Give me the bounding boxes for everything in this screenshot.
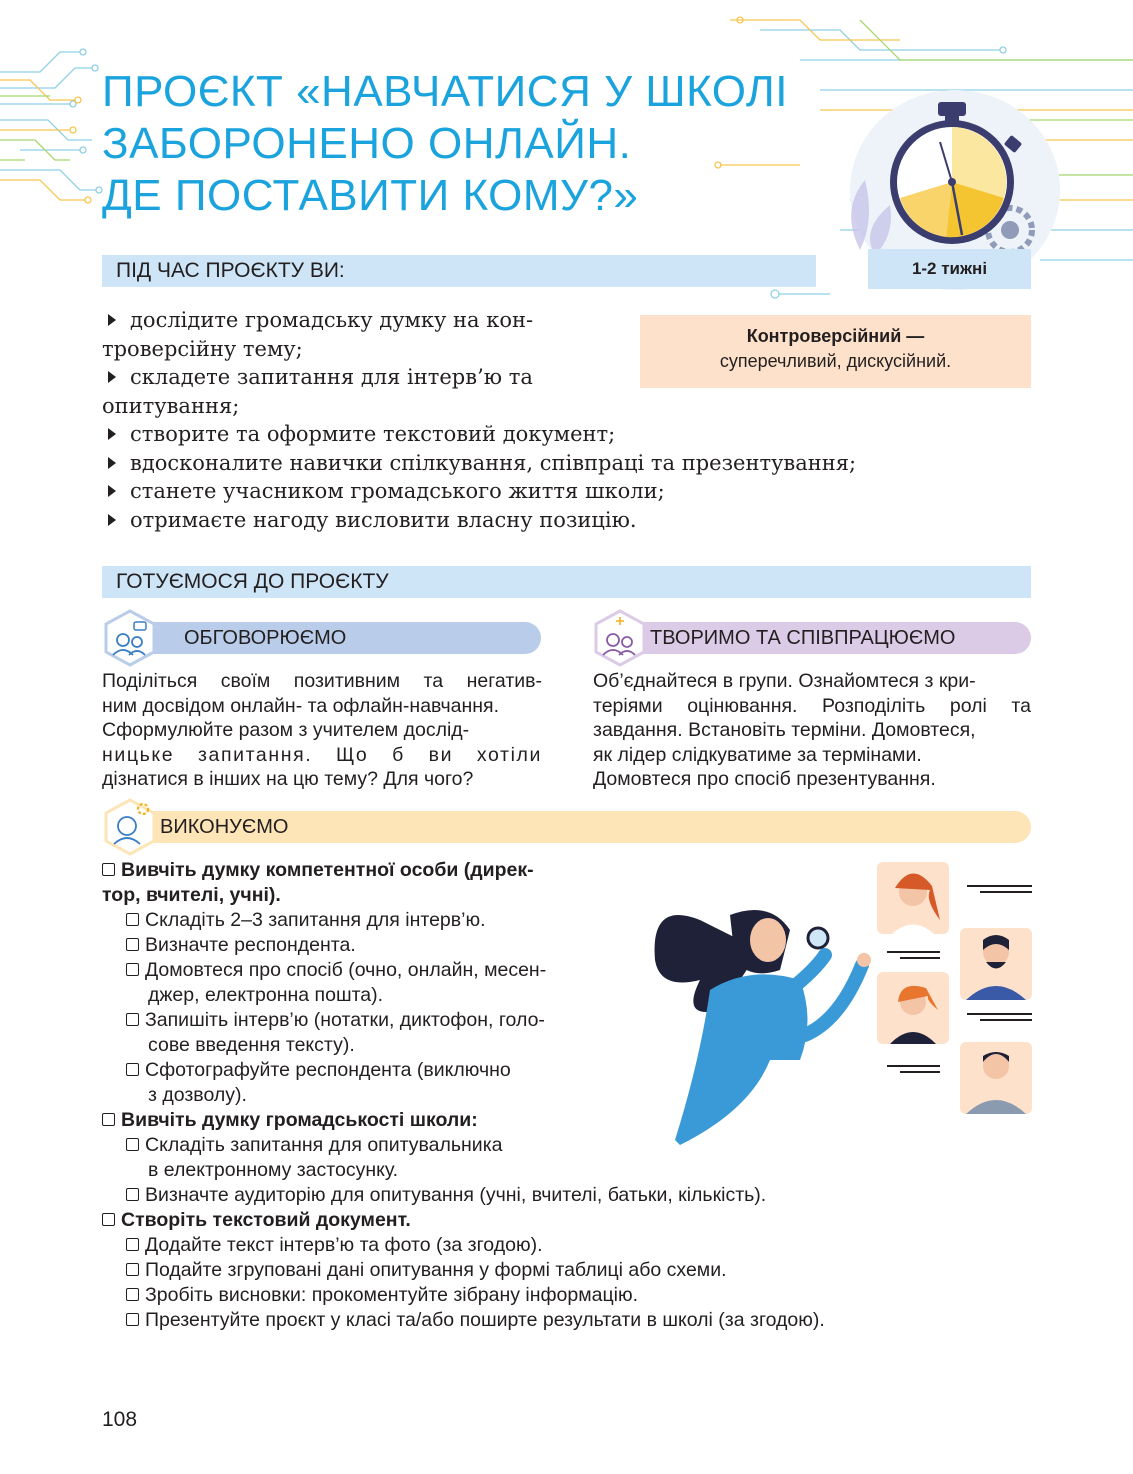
title-line: ДЕ ПОСТАВИТИ КОМУ?»: [102, 171, 639, 220]
list-item: вдосконалите навички спілкування, співпраці та презентування;: [102, 449, 856, 478]
subtask-item: [102, 1233, 825, 1258]
subtask-item: [102, 1308, 825, 1333]
checkbox-icon: [102, 863, 115, 876]
triangle-bullet-icon: [108, 514, 116, 526]
task-text: Презентуйте проєкт у класі та/або поширте результати в школі (за згодою).: [145, 1309, 825, 1331]
triangle-bullet-icon: [108, 485, 116, 497]
checkbox-icon: [126, 938, 139, 951]
subtask-item: [102, 1158, 825, 1183]
list-item-continuation: троверсійну тему;: [102, 336, 303, 361]
task-text: Вивчіть думку громадськості школи:: [121, 1109, 478, 1131]
task-text: Домовтеся про спосіб (очно, онлайн, месен-: [145, 959, 547, 981]
subtask-item: [102, 1258, 825, 1283]
paragraph-line: Об’єднайтеся в групи. Ознайомтеся з кри-: [593, 670, 976, 692]
page-title: [102, 66, 842, 222]
paragraph-line: дізнатися в інших на цю тему? Для чого?: [102, 768, 474, 791]
paragraph-line: ним досвідом онлайн- та офлайн-навчання.: [102, 694, 500, 717]
discuss-paragraph: [102, 669, 542, 792]
duration-label: 1-2 тижні: [911, 259, 988, 278]
checkbox-icon: [126, 1263, 139, 1276]
list-item: складете запитання для інтерв’ю та: [102, 363, 856, 392]
list-item: станете учасником громадського життя школи;: [102, 477, 856, 506]
title-line: ПРОЄКТ «НАВЧАТИСЯ У ШКОЛІ: [102, 67, 789, 116]
person-gear-icon: [101, 798, 159, 856]
checkbox-icon: [126, 913, 139, 926]
list-item: створите та оформите текстовий документ;: [102, 420, 856, 449]
task-text: Складіть 2–3 запитання для інтерв’ю.: [145, 909, 486, 931]
section-title: ГОТУЄМОСЯ ДО ПРОЄКТУ: [116, 570, 389, 593]
people-chat-icon: [101, 609, 159, 667]
list-item: дослідите громадську думку на кон-: [102, 306, 856, 335]
paragraph-line: Сформулюйте разом з учителем дослід-: [102, 719, 470, 742]
triangle-bullet-icon: [108, 457, 116, 469]
checkbox-icon: [126, 963, 139, 976]
page-number: 108: [102, 1408, 138, 1431]
task-text: Сфотографуйте респондента (виключно: [145, 1059, 511, 1081]
definition-term: Контроверсійний —: [746, 326, 925, 346]
task-text: Подайте згруповані дані опитування у формі таблиці або схеми.: [145, 1259, 727, 1281]
task-text: Створіть текстовий документ.: [121, 1209, 411, 1231]
triangle-bullet-icon: [108, 371, 116, 383]
task-text: Визначте респондента.: [145, 934, 356, 956]
triangle-bullet-icon: [108, 314, 116, 326]
interview-illustration: [640, 860, 1040, 1150]
section-bar-during: [102, 255, 816, 287]
paragraph-line: Домовтеся про спосіб презентування.: [593, 768, 936, 791]
task-text: Вивчіть думку компетентної особи (дирек-: [121, 859, 534, 881]
checkbox-icon: [126, 1188, 139, 1201]
task-text: з дозволу).: [148, 1084, 247, 1106]
checkbox-icon: [126, 1313, 139, 1326]
task-text: сове введення тексту).: [148, 1034, 355, 1056]
definition-meaning: суперечливий, дискусійний.: [719, 351, 952, 371]
subtask-item: [102, 1183, 825, 1208]
task-text: Складіть запитання для опитувальника: [145, 1134, 503, 1156]
task-text: Зробіть висновки: прокоментуйте зібрану інформацію.: [145, 1284, 639, 1306]
paragraph-line: ницьке запитання. Що б ви хотіли: [102, 743, 542, 766]
objectives-list: [102, 306, 856, 534]
checkbox-icon: [102, 1213, 115, 1226]
task-text: джер, електронна пошта).: [148, 984, 384, 1006]
checkbox-icon: [126, 1138, 139, 1151]
checkbox-icon: [126, 1013, 139, 1026]
section-title: ПІД ЧАС ПРОЄКТУ ВИ:: [116, 259, 345, 282]
checkbox-icon: [126, 1063, 139, 1076]
section-bar-prepare: [102, 566, 1031, 598]
paragraph-line: завдання. Встановіть терміни. Домовтеся,: [593, 719, 976, 742]
subheader-title: ВИКОНУЄМО: [160, 816, 289, 838]
people-idea-icon: [591, 609, 649, 667]
task-item: [102, 1208, 825, 1233]
checkbox-icon: [126, 1288, 139, 1301]
paragraph-line: Поділіться своїм позитивним та негатив-: [102, 670, 542, 692]
paragraph-line: як лідер слідкуватиме за термінами.: [593, 743, 922, 766]
checkbox-icon: [102, 1113, 115, 1126]
triangle-bullet-icon: [108, 428, 116, 440]
checkbox-icon: [126, 1238, 139, 1251]
create-paragraph: [593, 669, 1031, 792]
subheader-execute: [128, 811, 1031, 843]
subheader-discuss: [128, 622, 541, 654]
list-item: отримаєте нагоду висловити власну позицію.: [102, 506, 856, 535]
task-text: тор, вчителі, учні).: [102, 884, 281, 906]
title-line: ЗАБОРОНЕНО ОНЛАЙН.: [102, 119, 632, 168]
subheader-title: ОБГОВОРЮЄМО: [184, 627, 347, 649]
task-text: Визначте аудиторію для опитування (учні, вчителі, батьки, кількість).: [145, 1184, 767, 1206]
duration-badge: [868, 249, 1031, 289]
subheader-title: ТВОРИМО ТА СПІВПРАЦЮЄМО: [650, 627, 956, 649]
list-item-continuation: опитування;: [102, 393, 240, 418]
subtask-item: [102, 1283, 825, 1308]
task-text: Запишіть інтерв’ю (нотатки, диктофон, голо-: [145, 1009, 545, 1031]
paragraph-line: теріями оцінювання. Розподіліть ролі та: [593, 694, 1031, 717]
subheader-create: [618, 622, 1031, 654]
task-text: Додайте текст інтерв’ю та фото (за згодою).: [145, 1234, 543, 1256]
task-text: в електронному застосунку.: [148, 1159, 399, 1181]
